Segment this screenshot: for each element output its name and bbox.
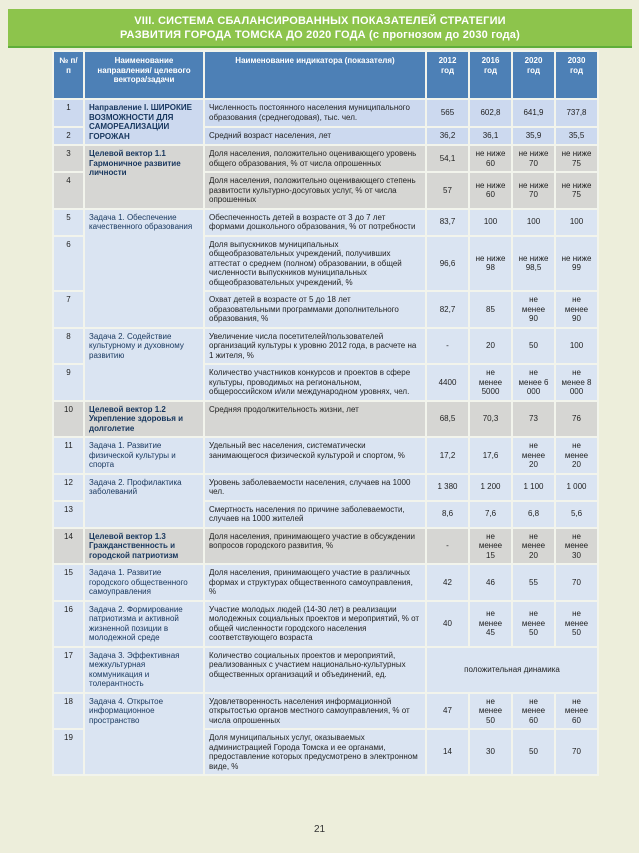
value-cell: 36,2 [426, 127, 469, 145]
value-cell: 1 000 [555, 474, 598, 501]
row-number-cell: 10 [53, 401, 84, 438]
value-cell: 17,6 [469, 437, 512, 474]
value-cell: не менее 90 [512, 291, 555, 328]
value-cell: 50 [512, 729, 555, 775]
table-row [53, 328, 598, 365]
indicator-cell: Доля населения, принимающего участие в различных формах и структурах общественного самоуправления, % [204, 564, 426, 601]
value-cell: 1 100 [512, 474, 555, 501]
row-number-cell: 16 [53, 601, 84, 647]
value-cell: не ниже 70 [512, 172, 555, 209]
header-year-2012: 2012 год [426, 51, 469, 99]
value-cell: 5,6 [555, 501, 598, 528]
header-indicator: Наименование индикатора (показателя) [204, 51, 426, 99]
category-cell: Целевой вектор 1.1 Гармоничное развитие личности [84, 145, 204, 209]
table-row [53, 528, 598, 565]
value-cell: 100 [512, 209, 555, 236]
indicator-cell: Средняя продолжительность жизни, лет [204, 401, 426, 438]
row-number-cell: 8 [53, 328, 84, 365]
value-cell: 70 [555, 729, 598, 775]
value-cell: 565 [426, 99, 469, 127]
value-cell: не ниже 99 [555, 236, 598, 292]
value-cell: 17,2 [426, 437, 469, 474]
value-cell: - [426, 528, 469, 565]
indicator-table [52, 50, 599, 776]
value-cell: 85 [469, 291, 512, 328]
table-row [53, 693, 598, 730]
category-cell: Задача 2. Формирование патриотизма и активной жизненной позиции в молодежной среде [84, 601, 204, 647]
value-cell: 14 [426, 729, 469, 775]
table-row [53, 474, 598, 501]
value-cell: 1 200 [469, 474, 512, 501]
row-number-cell: 4 [53, 172, 84, 209]
table-row [53, 647, 598, 693]
value-cell: не ниже 60 [469, 172, 512, 209]
category-cell: Задача 4. Открытое информационное пространство [84, 693, 204, 776]
value-cell: 4400 [426, 364, 469, 401]
indicator-cell: Обеспеченность детей в возрасте от 3 до 7 лет формами дошкольного образования, % от потребности [204, 209, 426, 236]
value-cell: 35,9 [512, 127, 555, 145]
table-header-row [53, 51, 598, 99]
value-cell: 1 380 [426, 474, 469, 501]
category-cell: Задача 1. Развитие физической культуры и спорта [84, 437, 204, 474]
value-cell: 100 [555, 328, 598, 365]
indicator-cell: Доля выпускников муниципальных общеобразовательных учреждений, получивших аттестат о среднем (полном) образовании, в общей численности выпускников муниципальных общеобразовательных учреждений, % [204, 236, 426, 292]
value-cell: не ниже 60 [469, 145, 512, 172]
value-cell: не менее 30 [555, 528, 598, 565]
table-row [53, 564, 598, 601]
category-cell: Направление I. ШИРОКИЕ ВОЗМОЖНОСТИ ДЛЯ САМОРЕАЛИЗАЦИИ ГОРОЖАН [84, 99, 204, 145]
table-row [53, 401, 598, 438]
table-row [53, 601, 598, 647]
indicator-cell: Доля населения, положительно оценивающего степень развитости культурно-досуговых услуг, % от числа опрошенных [204, 172, 426, 209]
value-cell: 57 [426, 172, 469, 209]
value-cell: 73 [512, 401, 555, 438]
row-number-cell: 12 [53, 474, 84, 501]
merged-value-cell: положительная динамика [426, 647, 598, 693]
table-row [53, 437, 598, 474]
row-number-cell: 19 [53, 729, 84, 775]
value-cell: 83,7 [426, 209, 469, 236]
title-banner [8, 9, 632, 48]
value-cell: не ниже 70 [512, 145, 555, 172]
value-cell: не менее 5000 [469, 364, 512, 401]
row-number-cell: 15 [53, 564, 84, 601]
value-cell: 82,7 [426, 291, 469, 328]
row-number-cell: 11 [53, 437, 84, 474]
value-cell: не менее 50 [512, 601, 555, 647]
value-cell: 35,5 [555, 127, 598, 145]
value-cell: 36,1 [469, 127, 512, 145]
row-number-cell: 7 [53, 291, 84, 328]
table-row [53, 99, 598, 127]
value-cell: 8,6 [426, 501, 469, 528]
indicator-cell: Охват детей в возрасте от 5 до 18 лет образовательными программами дополнительного образования, % [204, 291, 426, 328]
value-cell: 96,6 [426, 236, 469, 292]
value-cell: 68,5 [426, 401, 469, 438]
value-cell: 20 [469, 328, 512, 365]
value-cell: 602,8 [469, 99, 512, 127]
value-cell: 100 [555, 209, 598, 236]
indicator-cell: Численность постоянного населения муниципального образования (среднегодовая), тыс. чел. [204, 99, 426, 127]
value-cell: не менее 20 [555, 437, 598, 474]
row-number-cell: 13 [53, 501, 84, 528]
value-cell: не менее 45 [469, 601, 512, 647]
value-cell: 55 [512, 564, 555, 601]
indicator-cell: Уровень заболеваемости населения, случаев на 1000 чел. [204, 474, 426, 501]
value-cell: 737,8 [555, 99, 598, 127]
header-year-2016: 2016 год [469, 51, 512, 99]
indicator-cell: Увеличение числа посетителей/пользователей организаций культуры к уровню 2012 года, в расчете на 1 жителя, % [204, 328, 426, 365]
value-cell: 76 [555, 401, 598, 438]
row-number-cell: 9 [53, 364, 84, 401]
value-cell: не менее 20 [512, 528, 555, 565]
row-number-cell: 1 [53, 99, 84, 127]
value-cell: 54,1 [426, 145, 469, 172]
value-cell: 46 [469, 564, 512, 601]
value-cell: 42 [426, 564, 469, 601]
value-cell: 40 [426, 601, 469, 647]
row-number-cell: 14 [53, 528, 84, 565]
value-cell: не менее 60 [555, 693, 598, 730]
indicator-cell: Доля населения, принимающего участие в обсуждении вопросов городского развития, % [204, 528, 426, 565]
indicator-cell: Доля муниципальных услуг, оказываемых администрацией Города Томска и ее органами, предоставление которых предусмотрено в электронном виде, % [204, 729, 426, 775]
page-title-line2: РАЗВИТИЯ ГОРОДА ТОМСКА ДО 2020 ГОДА (с прогнозом до 2030 года) [119, 28, 520, 41]
category-cell: Задача 2. Содействие культурному и духовному развитию [84, 328, 204, 401]
value-cell: не менее 90 [555, 291, 598, 328]
value-cell: не ниже 98 [469, 236, 512, 292]
value-cell: 70 [555, 564, 598, 601]
row-number-cell: 17 [53, 647, 84, 693]
value-cell: 50 [512, 328, 555, 365]
value-cell: не менее 20 [512, 437, 555, 474]
value-cell: 100 [469, 209, 512, 236]
indicator-cell: Удельный вес населения, систематически занимающегося физической культурой и спортом, % [204, 437, 426, 474]
header-direction: Наименование направления/ целевого вектора/задачи [84, 51, 204, 99]
value-cell: 30 [469, 729, 512, 775]
indicator-cell: Доля населения, положительно оценивающего уровень общего образования, % от числа опрошенных [204, 145, 426, 172]
value-cell: не менее 60 [512, 693, 555, 730]
value-cell: не ниже 98,5 [512, 236, 555, 292]
table-row [53, 209, 598, 236]
value-cell: не ниже 75 [555, 172, 598, 209]
page-title-line1: VIII. СИСТЕМА СБАЛАНСИРОВАННЫХ ПОКАЗАТЕЛЕЙ СТРАТЕГИИ [134, 14, 506, 27]
indicator-cell: Удовлетворенность населения информационной открытостью органов местного самоуправления, % от числа опрошенных [204, 693, 426, 730]
row-number-cell: 18 [53, 693, 84, 730]
indicator-cell: Количество участников конкурсов и проектов в сфере культуры, проводимых на региональном, общероссийском и/или международном уровнях, чел. [204, 364, 426, 401]
page-number: 21 [313, 824, 326, 835]
value-cell: не менее 50 [555, 601, 598, 647]
value-cell: 7,6 [469, 501, 512, 528]
row-number-cell: 6 [53, 236, 84, 292]
indicator-cell: Участие молодых людей (14-30 лет) в реализации молодежных социальных проектов и мероприятий, % от общей численности городского населения соответствующего возраста [204, 601, 426, 647]
value-cell: 70,3 [469, 401, 512, 438]
indicator-cell: Количество социальных проектов и мероприятий, реализованных с участием национально-культурных общественных организаций и объединений, ед. [204, 647, 426, 693]
category-cell: Задача 2. Профилактика заболеваний [84, 474, 204, 528]
category-cell: Целевой вектор 1.3 Гражданственность и городской патриотизм [84, 528, 204, 565]
table-row [53, 145, 598, 172]
value-cell: 47 [426, 693, 469, 730]
category-cell: Задача 1. Развитие городского общественного самоуправления [84, 564, 204, 601]
value-cell: не менее 15 [469, 528, 512, 565]
value-cell: 6,8 [512, 501, 555, 528]
category-cell: Задача 3. Эффективная межкультурная коммуникация и толерантность [84, 647, 204, 693]
category-cell: Целевой вектор 1.2 Укрепление здоровья и долголетие [84, 401, 204, 438]
value-cell: - [426, 328, 469, 365]
category-cell: Задача 1. Обеспечение качественного образования [84, 209, 204, 328]
indicator-table-body [53, 99, 598, 775]
header-year-2030: 2030 год [555, 51, 598, 99]
indicator-cell: Средний возраст населения, лет [204, 127, 426, 145]
indicator-cell: Смертность населения по причине заболеваемости, случаев на 1000 жителей [204, 501, 426, 528]
value-cell: не менее 50 [469, 693, 512, 730]
value-cell: не менее 6 000 [512, 364, 555, 401]
value-cell: не ниже 75 [555, 145, 598, 172]
header-num: № п/п [53, 51, 84, 99]
row-number-cell: 5 [53, 209, 84, 236]
header-year-2020: 2020 год [512, 51, 555, 99]
value-cell: не менее 8 000 [555, 364, 598, 401]
row-number-cell: 2 [53, 127, 84, 145]
value-cell: 641,9 [512, 99, 555, 127]
row-number-cell: 3 [53, 145, 84, 172]
